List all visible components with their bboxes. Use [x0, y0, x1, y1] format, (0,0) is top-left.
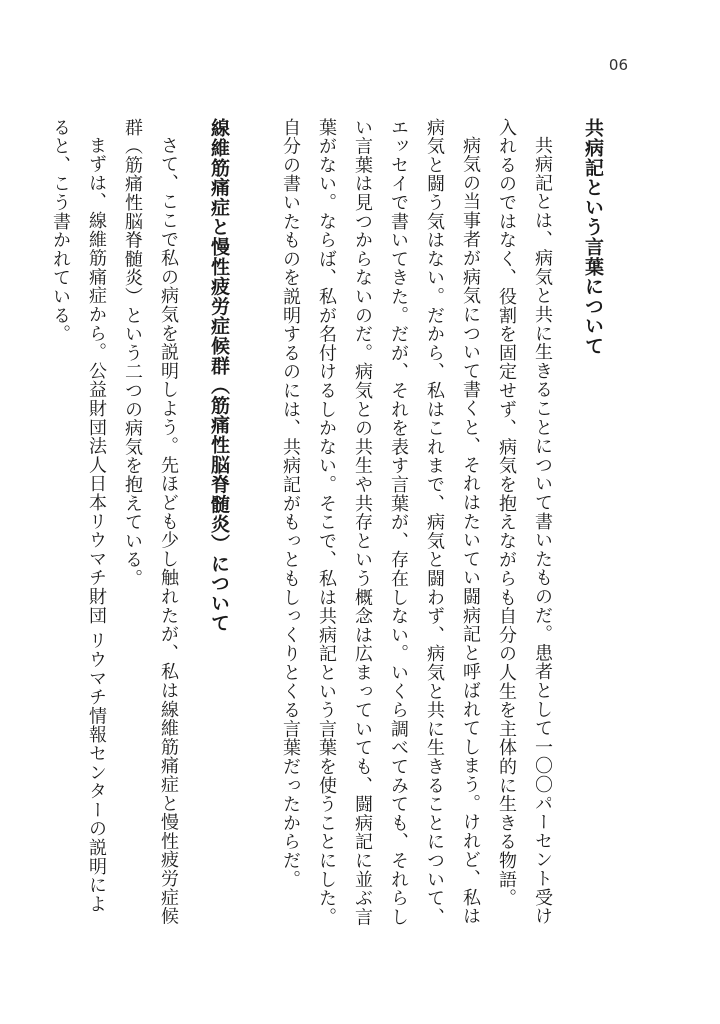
paragraph: 病気の当事者が病気について書くと、それはたいてい闘病記と呼ばれてしまう。けれど、私は病気と闘う気はない。だから、私はこれまで、病気と闘わず、病気と共に生きることについて、エッセイで書いてきた。だが、それを表す言葉が、存在しない。いくら調べてみても、それらしい言葉は見つからないのだ。病気との共生や共存という概念は広まっていても、闘病記に並ぶ言葉がない。ならば、私が名付けるしかない。そこで、私は共病記という言葉を使うことにした。自分の書いたものを説明するのには、共病記がもっともしっくりとくる言葉だったからだ。 [280, 118, 481, 927]
page-number: 06 [608, 56, 628, 74]
section-heading: 線維筋痛症と慢性疲労症候群（筋痛性脳脊髄炎）について [208, 118, 230, 633]
paragraph: まずは、線維筋痛症から。公益財団法人日本リウマチ財団 リウマチ情報センターの説明によると、こう書かれている。 [50, 118, 107, 914]
page-body [42, 118, 612, 928]
paragraph: さて、ここで私の病気を説明しよう。先ほども少し触れたが、私は線維筋痛症と慢性疲労症候群（筋痛性脳脊髄炎）という二つの病気を抱えている。 [122, 118, 179, 926]
section-heading: 共病記という言葉について [582, 118, 604, 356]
paragraph: 共病記とは、病気と共に生きることについて書いたものだ。患者として一〇〇パーセント受け入れるのではなく、役割を固定せず、病気を抱えながらも自分の人生を主体的に生きる物語。 [496, 118, 553, 926]
